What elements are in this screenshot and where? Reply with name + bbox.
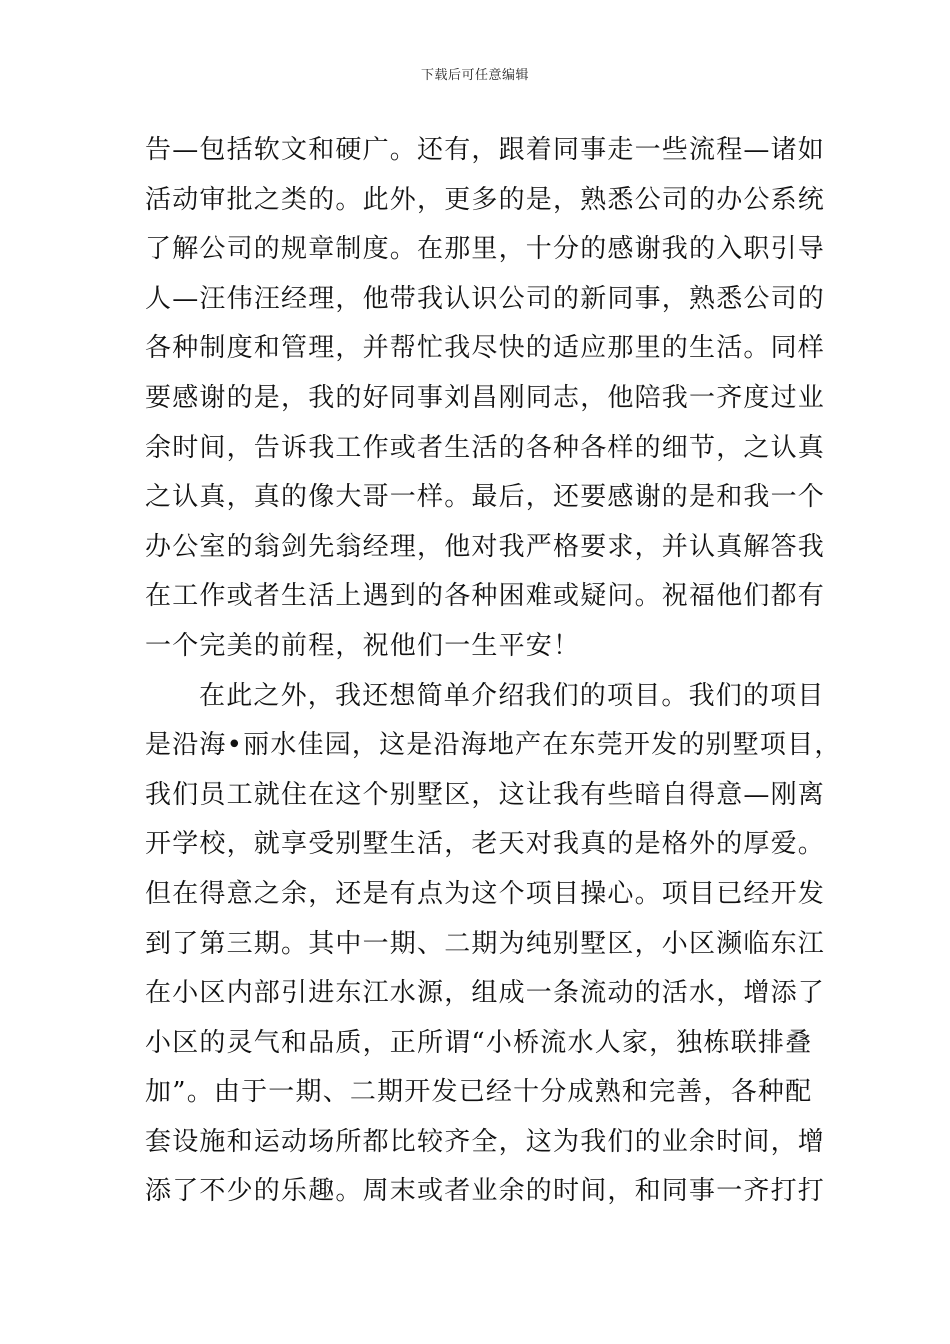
text-line: 小区的灵气和品质，正所谓“小桥流水人家，独栋联排叠: [145, 1027, 813, 1058]
document-body: [145, 126, 842, 1217]
text-line: 余时间，告诉我工作或者生活的各种各样的细节，之认真: [145, 432, 826, 463]
text-line: 在工作或者生活上遇到的各种困难或疑问。祝福他们都有: [145, 581, 826, 612]
text-line: 一个完美的前程，祝他们一生平安！: [145, 630, 581, 661]
text-line: 之认真，真的像大哥一样。最后，还要感谢的是和我一个: [145, 482, 826, 513]
text-line: 活动审批之类的。此外，更多的是，熟悉公司的办公系统: [145, 184, 826, 215]
text-line: 要感谢的是，我的好同事刘昌刚同志，他陪我一齐度过业: [145, 382, 826, 413]
text-line: 了解公司的规章制度。在那里，十分的感谢我的入职引导: [145, 234, 826, 265]
text-line: 在小区内部引进东江水源，组成一条流动的活水，增添了: [145, 978, 826, 1009]
paragraph-2: [145, 672, 842, 1218]
text-line: 各种制度和管理，并帮忙我尽快的适应那里的生活。同样: [145, 333, 826, 364]
text-line: 是沿海•丽水佳园，这是沿海地产在东莞开发的别墅项目，: [145, 730, 842, 761]
text-line: 开学校，就享受别墅生活，老天对我真的是格外的厚爱。: [145, 829, 826, 860]
paragraph-1: [145, 126, 826, 672]
text-line-first-indented: 在此之外，我还想简单介绍我们的项目。我们的项目: [199, 680, 825, 711]
text-line: 我们员工就住在这个别墅区，这让我有些暗自得意—刚离: [145, 779, 826, 810]
text-line: 人—汪伟汪经理，他带我认识公司的新同事，熟悉公司的: [145, 283, 826, 314]
text-line: 套设施和运动场所都比较齐全，这为我们的业余时间，增: [145, 1126, 826, 1157]
page-header: 下载后可任意编辑: [420, 68, 529, 83]
text-line: 办公室的翁剑先翁经理，他对我严格要求，并认真解答我: [145, 531, 826, 562]
text-line: 到了第三期。其中一期、二期为纯别墅区，小区濒临东江: [145, 928, 826, 959]
text-line: 加”。由于一期、二期开发已经十分成熟和完善，各种配: [145, 1077, 813, 1108]
text-line: 添了不少的乐趣。周末或者业余的时间，和同事一齐打打: [145, 1176, 826, 1207]
text-line: 告—包括软文和硬广。还有，跟着同事走一些流程—诸如: [145, 135, 826, 165]
text-line: 但在得意之余，还是有点为这个项目操心。项目已经开发: [145, 878, 826, 909]
